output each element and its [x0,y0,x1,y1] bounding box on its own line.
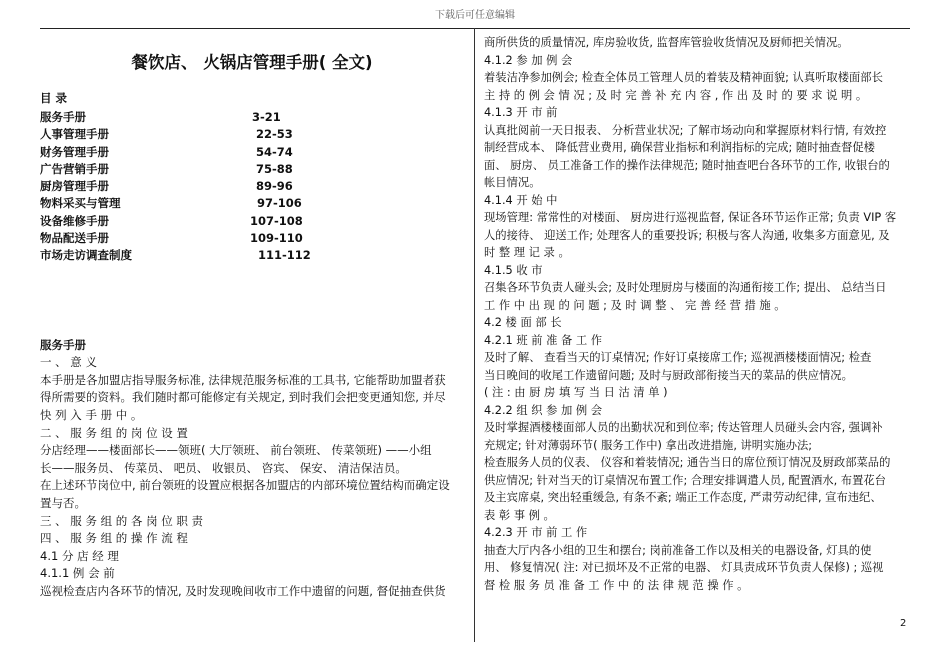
left-column [40,52,464,601]
toc-item-name: 财务管理手册 [40,144,109,159]
body-line: 长——服务员、 传菜员、 吧员、 收银员、 咨宾、 保安、 清洁保洁员。 [40,460,407,475]
body-line: 商所供货的质量情况, 库房验收货, 监督库管验收货情况及厨师把关情况。 [484,36,849,49]
toc-item-name: 设备维修手册 [40,213,109,228]
top-rule [40,28,910,29]
body-line: 表 彰 事 例 。 [484,508,555,522]
body-line: 供应情况; 针对当天的订桌情况布置工作; 合理安排调遣人员, 配置酒水, 布置花台 [484,473,886,487]
body-line: 三 、 服 务 组 的 各 岗 位 职 责 [40,513,204,528]
body-line: 4.1.5 收 市 [484,263,543,277]
table-of-contents [40,109,464,265]
body-line: 用、 修复情况( 注: 对已损坏及不正常的电器、 灯具责成环节负责人保修) ; 巡视 [484,561,884,574]
body-line: 4.1.3 开 市 前 [484,106,558,119]
body-line: 快 列 入 手 册 中 。 [40,408,143,423]
document-title: 餐饮店、 火锅店管理手册( 全文) [131,53,373,72]
toc-item[interactable] [40,195,464,212]
toc-item[interactable] [40,178,464,195]
toc-item-page: 97-106 [257,196,302,211]
body-line: 人的接待、 迎送工作; 处理客人的重要投诉; 积极与客人沟通, 收集多方面意见, 及 [484,228,890,242]
body-line: 充规定; 针对薄弱环节( 服务工作中) 拿出改进措施, 讲明实施办法; [484,438,813,452]
body-line: 督 检 服 务 员 准 备 工 作 中 的 法 律 规 范 操 作 。 [484,578,749,592]
body-line: 制经营成本、 降低营业费用, 确保营业指标和利润指标的完成; 随时抽查督促楼 [484,141,875,154]
body-line: 4.1.1 例 会 前 [40,566,115,581]
toc-item-page: 54-74 [256,144,293,159]
toc-item-name: 厨房管理手册 [40,179,109,194]
toc-item[interactable] [40,144,464,161]
body-line: 一 、 意 义 [40,355,97,370]
body-line: 召集各环节负责人碰头会; 及时处理厨房与楼面的沟通衔接工作; 提出、 总结当日 [484,281,887,294]
body-line: 在上述环节岗位中, 前台领班的设置应根据各加盟店的内部环境位置结构而确定设 [40,478,450,493]
body-line: 当日晚间的收尾工作遗留问题; 及时与厨政部衔接当天的菜品的供应情况。 [484,368,853,382]
body-line: ( 注 : 由 厨 房 填 写 当 日 沽 清 单 ) [484,386,668,399]
toc-item-name: 广告营销手册 [40,161,109,176]
body-line: 4.2 楼 面 部 长 [484,316,562,329]
body-line: 4.1 分 店 经 理 [40,548,119,563]
body-line: 认真批阅前一天日报表、 分析营业状况; 了解市场动向和掌握原材料行情, 有效控 [484,123,887,137]
toc-item-page: 107-108 [250,213,303,228]
body-line: 及主宾席桌, 突出轻重缓急, 有条不紊; 端正工作态度, 严肃劳动纪律, 宣布违纪、 [484,491,882,504]
body-line: 面、 厨房、 员工准备工作的操作法律规范; 随时抽查吧台各环节的工作, 收银台的 [484,158,890,172]
body-line: 4.2.1 班 前 准 备 工 作 [484,333,603,347]
toc-item-name: 市场走访调查制度 [40,248,132,263]
body-line: 分店经理——楼面部长——领班( 大厅领班、 前台领班、 传菜领班) ——小组 [40,443,432,458]
body-line: 4.1.4 开 始 中 [484,193,558,207]
toc-item-page: 22-53 [256,127,293,142]
body-line: 4.1.2 参 加 例 会 [484,53,573,67]
header-note: 下载后可任意编辑 [435,10,515,21]
body-line: 本手册是各加盟店指导服务标准, 法律规范服务标准的工具书, 它能帮助加盟者获 [40,372,446,387]
body-line: 帐目情况。 [484,176,541,189]
body-line: 着装洁净参加例会; 检查全体员工管理人员的着装及精神面貌; 认真听取楼面部长 [484,71,883,84]
section-heading: 服务手册 [40,337,86,352]
body-line: 巡视检查店内各环节的情况, 及时发现晚间收市工作中遗留的问题, 督促抽查供货 [40,583,446,598]
toc-item[interactable] [40,247,464,264]
toc-heading: 目 录 [40,91,68,105]
toc-item[interactable] [40,161,464,178]
body-line: 二 、 服 务 组 的 岗 位 设 置 [40,425,188,440]
body-line: 四 、 服 务 组 的 操 作 流 程 [40,531,188,546]
body-line: 工 作 中 出 现 的 问 题 ; 及 时 调 整 、 完 善 经 营 措 施 。 [484,298,786,312]
toc-item-name: 人事管理手册 [40,127,109,142]
right-column [484,34,910,594]
toc-item-page: 75-88 [256,161,293,176]
toc-item-page: 111-112 [258,248,311,263]
body-line: 4.2.2 组 织 参 加 例 会 [484,403,603,417]
toc-item-name: 物品配送手册 [40,231,109,246]
toc-item[interactable] [40,213,464,230]
body-line: 抽查大厅内各小组的卫生和摆台; 岗前准备工作以及相关的电器设备, 灯具的使 [484,543,872,557]
toc-item-name: 服务手册 [40,110,86,124]
body-line: 主 持 的 例 会 情 况 ; 及 时 完 善 补 充 内 容 , 作 出 及 时 的 要 求 说 明 。 [484,88,868,102]
body-line: 置与否。 [40,496,86,511]
body-line: 及时了解、 查看当天的订桌情况; 作好订桌接席工作; 巡视酒楼楼面情况; 检查 [484,351,872,364]
body-line: 现场管理: 常常性的对楼面、 厨房进行巡视监督, 保证各环节运作正常; 负责 VIP 客 [484,211,897,224]
toc-item-name: 物料采买与管理 [40,196,121,211]
column-divider [474,28,475,642]
body-line: 4.2.3 开 市 前 工 作 [484,526,588,539]
body-line: 得所需要的资料。我们随时都可能修定有关规定, 到时我们会把变更通知您, 并尽 [40,390,446,405]
toc-item[interactable] [40,109,464,126]
toc-item[interactable] [40,230,464,247]
body-line: 检查服务人员的仪表、 仪容和着装情况; 通告当日的席位预订情况及厨政部菜品的 [484,456,891,469]
toc-item[interactable] [40,126,464,143]
body-line: 及时掌握酒楼楼面部人员的出勤状况和到位率; 传达管理人员碰头会内容, 强调补 [484,421,883,434]
toc-item-page: 109-110 [250,231,303,246]
toc-item-page: 3-21 [252,110,281,124]
toc-item-page: 89-96 [256,179,293,194]
body-line: 时 整 理 记 录 。 [484,246,570,259]
page-number: 2 [900,618,907,629]
